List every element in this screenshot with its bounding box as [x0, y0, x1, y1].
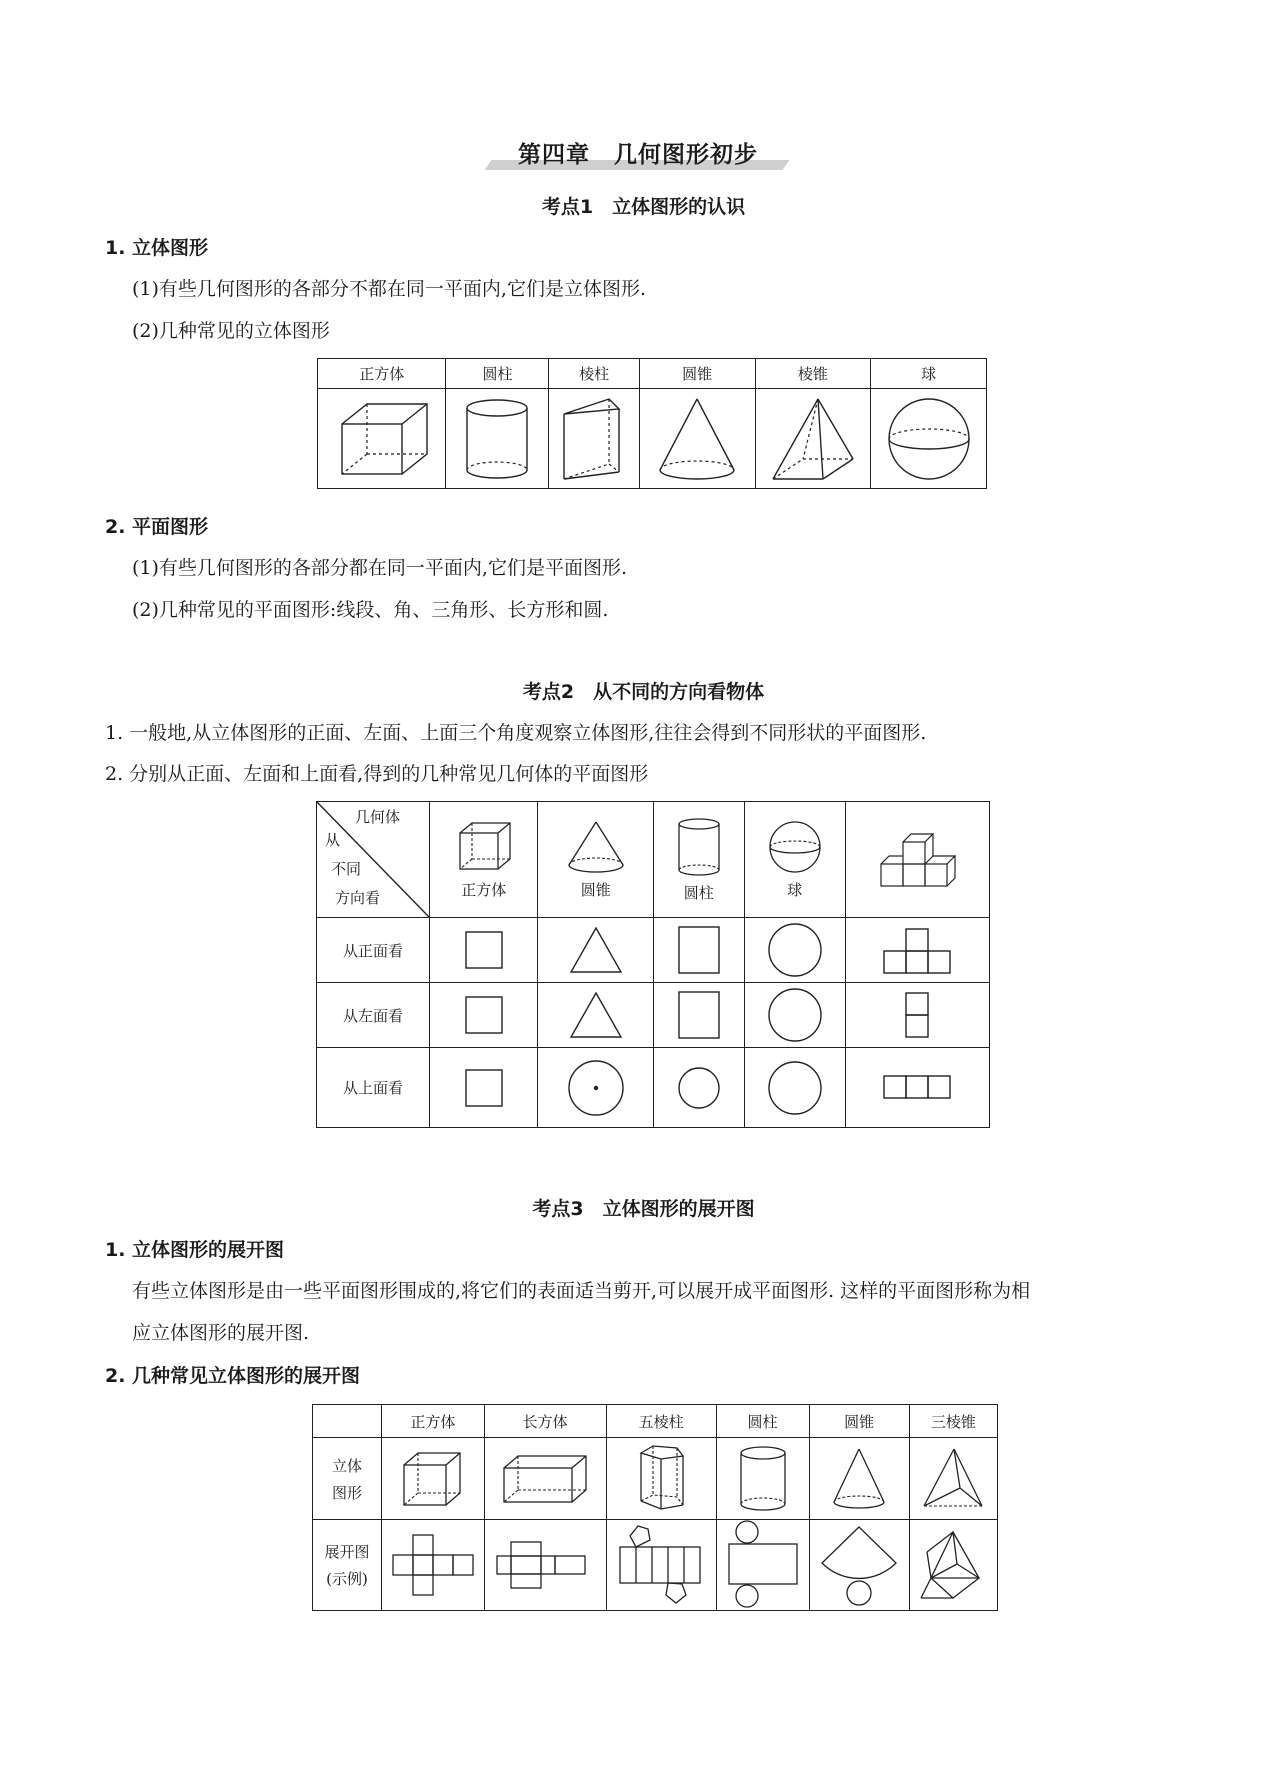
views-label-cone: 圆锥 [580, 881, 611, 899]
front-view-square-icon [464, 930, 504, 970]
cube-solid-icon [400, 1449, 466, 1509]
header-cube: 正方体 [318, 359, 446, 389]
solid-shapes-table [317, 358, 987, 489]
nets-header-triangular-pyramid: 三棱锥 [909, 1405, 997, 1438]
nets-header-cuboid: 长方体 [484, 1405, 606, 1438]
section-3-heading-1: 1. 立体图形的展开图 [105, 1239, 285, 1261]
nets-row-solid-label [313, 1438, 382, 1520]
header-cylinder: 圆柱 [446, 359, 549, 389]
cone-net-icon [818, 1523, 900, 1607]
header-prism: 棱柱 [549, 359, 639, 389]
left-view-stack-icon [904, 991, 930, 1039]
corner-label-direction: 方向看 [335, 889, 381, 907]
top-view-circle-icon [767, 1060, 823, 1116]
section-1-para-1: (1)有些几何图形的各部分不都在同一平面内,它们是立体图形. [132, 278, 646, 300]
section-1-para-3: (1)有些几何图形的各部分都在同一平面内,它们是平面图形. [132, 557, 627, 579]
nets-row-net-label-line2: (示例) [326, 1570, 368, 1588]
section-1-heading-1: 1. 立体图形 [105, 237, 209, 259]
top-view-square-icon [464, 1068, 504, 1108]
views-label-cylinder: 圆柱 [683, 884, 714, 902]
nets-table [312, 1404, 998, 1611]
views-col-sphere [744, 802, 845, 918]
section-1-para-2: (2)几种常见的立体图形 [132, 320, 330, 342]
cuboid-net-icon [495, 1540, 595, 1590]
cylinder-icon [457, 396, 537, 482]
corner-label-different: 不同 [331, 860, 362, 878]
section-1-heading-2: 2. 平面图形 [105, 516, 209, 538]
corner-label-from: 从 [325, 831, 341, 849]
cylinder-cell [446, 389, 549, 489]
top-view-small-circle-icon [677, 1066, 721, 1110]
views-corner-cell [317, 802, 430, 918]
front-view-stack-icon [882, 925, 952, 975]
chapter-header [488, 136, 788, 176]
nets-header-cube: 正方体 [382, 1405, 485, 1438]
nets-corner-cell [313, 1405, 382, 1438]
nets-row-solid-label-line2: 图形 [331, 1483, 362, 1502]
left-view-rectangle-icon [677, 990, 721, 1040]
small-cube-icon [454, 819, 514, 873]
section-2-para-1: 1. 一般地,从立体图形的正面、左面、上面三个角度观察立体图形,往往会得到不同形状的平面图形. [105, 722, 927, 744]
header-cone: 圆锥 [639, 359, 755, 389]
top-view-stack-icon [882, 1074, 952, 1102]
cube-stack-icon [877, 828, 957, 892]
section-1-title: 考点1 立体图形的认识 [541, 196, 746, 218]
small-cone-icon [564, 819, 628, 875]
views-label-cube: 正方体 [461, 881, 507, 899]
left-view-circle-icon [767, 987, 823, 1043]
section-3-para-1b: 应立体图形的展开图. [132, 1322, 310, 1344]
pentagonal-prism-solid-icon [633, 1443, 689, 1515]
row-label-front: 从正面看 [317, 918, 430, 983]
pentagonal-prism-net-icon [616, 1523, 706, 1607]
cuboid-solid-icon [500, 1452, 590, 1506]
cylinder-net-icon [725, 1520, 801, 1610]
views-label-sphere: 球 [787, 881, 803, 899]
left-view-square-icon [464, 995, 504, 1035]
cube-icon [332, 399, 432, 479]
row-label-top: 从上面看 [317, 1048, 430, 1128]
nets-header-pentagonal-prism: 五棱柱 [606, 1405, 716, 1438]
cube-net-icon [391, 1532, 475, 1598]
left-view-triangle-icon [568, 990, 624, 1040]
nets-row-net-label-line1: 展开图 [324, 1543, 370, 1561]
triangular-pyramid-solid-icon [920, 1446, 986, 1512]
row-label-left: 从左面看 [317, 983, 430, 1048]
chapter-title: 第四章 几何图形初步 [518, 142, 758, 168]
cylinder-solid-icon [736, 1444, 790, 1514]
nets-row-net-label [313, 1520, 382, 1611]
views-col-cylinder [653, 802, 744, 918]
cone-solid-icon [830, 1446, 888, 1512]
prism-cell [549, 389, 639, 489]
nets-header-cone: 圆锥 [809, 1405, 909, 1438]
pyramid-icon [768, 394, 858, 484]
front-view-circle-icon [767, 922, 823, 978]
section-3-heading-2: 2. 几种常见立体图形的展开图 [105, 1365, 361, 1387]
section-1-para-4: (2)几种常见的平面图形:线段、角、三角形、长方形和圆. [132, 599, 609, 621]
cone-cell [639, 389, 755, 489]
views-col-block-stack [845, 802, 989, 918]
section-2-para-2: 2. 分别从正面、左面和上面看,得到的几种常见几何体的平面图形 [105, 763, 649, 785]
sphere-icon [884, 394, 974, 484]
pyramid-cell [755, 389, 871, 489]
front-view-triangle-icon [568, 925, 624, 975]
header-pyramid: 棱锥 [755, 359, 871, 389]
views-col-cube [430, 802, 538, 918]
small-cylinder-icon [674, 816, 724, 878]
sphere-cell [871, 389, 987, 489]
header-sphere: 球 [871, 359, 987, 389]
nets-header-cylinder: 圆柱 [716, 1405, 809, 1438]
triangular-prism-icon [559, 394, 629, 484]
section-3-para-1a: 有些立体图形是由一些平面图形围成的,将它们的表面适当剪开,可以展开成平面图形. 这样的平面图形称为相 [132, 1280, 1031, 1302]
top-view-circle-dot-icon [567, 1059, 625, 1117]
views-col-cone [538, 802, 654, 918]
small-sphere-icon [767, 819, 823, 875]
views-table [316, 801, 990, 1128]
cube-cell [318, 389, 446, 489]
section-3-title: 考点3 立体图形的展开图 [532, 1198, 755, 1220]
cone-icon [652, 394, 742, 484]
front-view-rectangle-icon [677, 925, 721, 975]
triangular-pyramid-net-icon [917, 1528, 989, 1602]
nets-row-solid-label-line1: 立体 [331, 1456, 362, 1475]
section-2-title: 考点2 从不同的方向看物体 [522, 681, 765, 703]
corner-label-solid: 几何体 [355, 808, 401, 826]
